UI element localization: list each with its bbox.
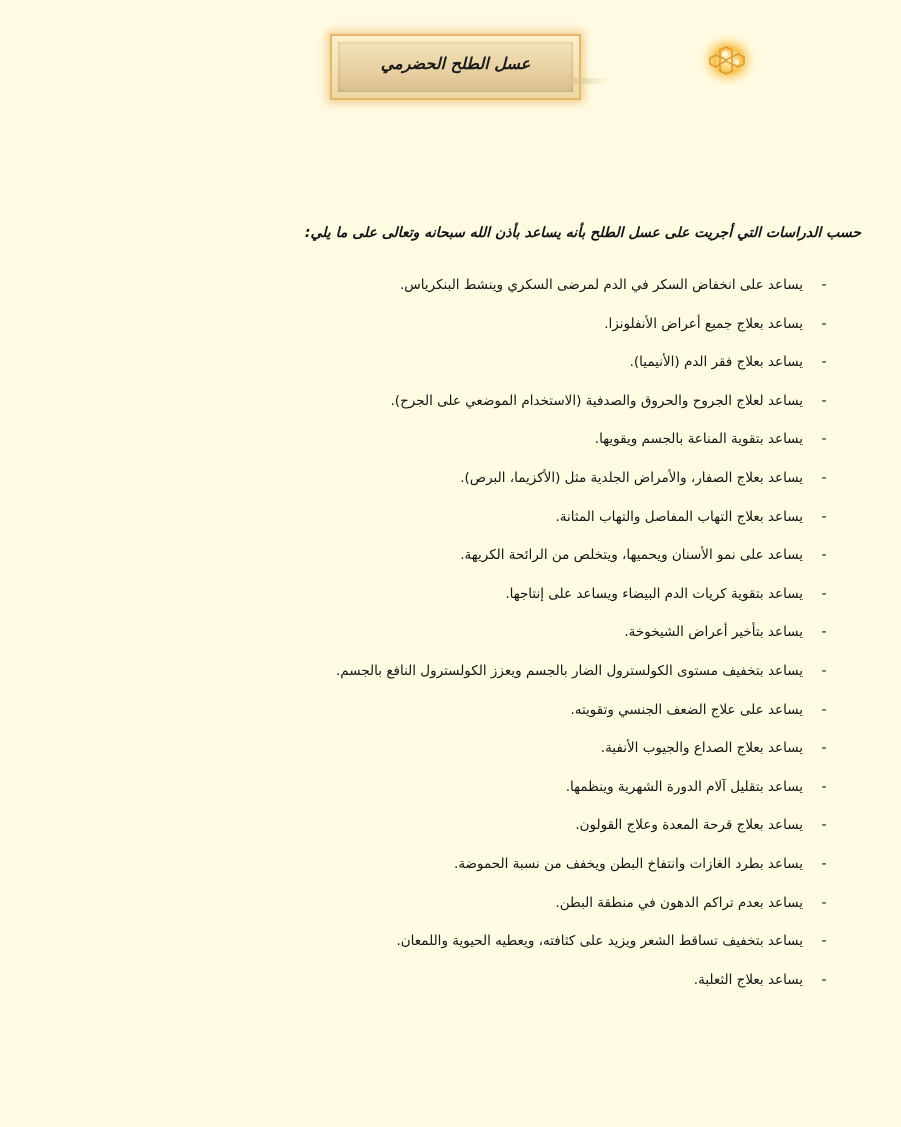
benefit-text: يساعد بعلاج الصفار، والأمراض الجلدية مثل (الأكزيما، البرص). bbox=[460, 469, 803, 486]
benefit-item bbox=[53, 502, 843, 541]
benefit-item bbox=[53, 270, 843, 309]
benefit-text: يساعد بعدم تراكم الدهون في منطقة البطن. bbox=[555, 894, 803, 911]
benefit-item bbox=[53, 888, 843, 927]
bullet-dash: - bbox=[821, 740, 827, 757]
bullet-dash: - bbox=[821, 933, 827, 950]
benefit-item bbox=[53, 695, 843, 734]
benefit-item bbox=[53, 849, 843, 888]
benefit-text: يساعد بتقليل آلام الدورة الشهرية وينظمها. bbox=[565, 778, 803, 795]
bullet-dash: - bbox=[821, 354, 827, 371]
benefit-text: يساعد بعلاج الثعلبة. bbox=[693, 971, 803, 988]
benefit-text: يساعد لعلاج الجروح والحروق والصدفية (الاستخدام الموضعي على الجرح). bbox=[390, 392, 803, 409]
benefit-item bbox=[53, 347, 843, 386]
title-shadow-tail bbox=[570, 78, 610, 84]
intro-text: حسب الدراسات التي أجريت على عسل الطلح بأنه يساعد بأذن الله سبحانه وتعالى على ما يلي: bbox=[304, 225, 861, 241]
bullet-dash: - bbox=[821, 855, 827, 872]
benefit-text: يساعد على انخفاض السكر في الدم لمرضى السكري وينشط البنكرياس. bbox=[400, 277, 803, 293]
benefit-item bbox=[53, 810, 843, 849]
benefit-item bbox=[53, 926, 843, 965]
bullet-dash: - bbox=[821, 277, 827, 293]
benefit-item bbox=[53, 463, 843, 502]
benefit-text: يساعد بعلاج الصداع والجيوب الأنفية. bbox=[600, 740, 803, 757]
title-frame bbox=[330, 34, 581, 100]
bullet-dash: - bbox=[821, 778, 827, 795]
benefit-item bbox=[53, 579, 843, 618]
benefit-item bbox=[53, 424, 843, 463]
benefit-text: يساعد بتقوية المناعة بالجسم ويقويها. bbox=[594, 431, 803, 448]
benefit-text: يساعد بعلاج فقر الدم (الأنيميا). bbox=[629, 354, 803, 371]
benefit-text: يساعد بطرد الغازات وانتفاخ البطن ويخفف من نسبة الحموضة. bbox=[454, 855, 803, 872]
bullet-dash: - bbox=[821, 392, 827, 409]
bullet-dash: - bbox=[821, 469, 827, 486]
bullet-dash: - bbox=[821, 817, 827, 834]
title-panel bbox=[338, 42, 573, 92]
benefit-text: يساعد بعلاج قرحة المعدة وعلاج القولون. bbox=[575, 817, 803, 834]
bullet-dash: - bbox=[821, 662, 827, 679]
bullet-dash: - bbox=[821, 508, 827, 525]
benefit-item bbox=[53, 965, 843, 1004]
benefit-text: يساعد بتأخير أعراض الشيخوخة. bbox=[624, 624, 803, 641]
bullet-dash: - bbox=[821, 701, 827, 718]
benefit-text: يساعد على علاج الضعف الجنسي وتقويته. bbox=[570, 701, 803, 718]
page-title: عسل الطلح الحضرمي bbox=[380, 53, 531, 73]
bullet-dash: - bbox=[821, 971, 827, 988]
benefit-text: يساعد بعلاج جميع أعراض الأنفلونزا. bbox=[604, 315, 803, 332]
benefit-text: يساعد بعلاج التهاب المفاصل والتهاب المثانة. bbox=[555, 508, 803, 525]
honey-comb-icon bbox=[698, 30, 758, 90]
bullet-dash: - bbox=[821, 431, 827, 448]
benefit-item bbox=[53, 386, 843, 425]
benefit-text: يساعد بتخفيف تساقط الشعر ويزيد على كثافته، ويعطيه الحيوية واللمعان. bbox=[396, 933, 803, 950]
bullet-dash: - bbox=[821, 315, 827, 332]
benefit-item bbox=[53, 540, 843, 579]
benefit-item bbox=[53, 656, 843, 695]
bullet-dash: - bbox=[821, 547, 827, 564]
benefit-text: يساعد على نمو الأسنان ويحميها، ويتخلص من الرائحة الكريهة. bbox=[460, 547, 803, 564]
benefit-item bbox=[53, 733, 843, 772]
benefits-list bbox=[53, 270, 843, 1003]
benefit-text: يساعد بتخفيف مستوى الكولسترول الضار بالجسم ويعزز الكولسترول النافع بالجسم. bbox=[336, 662, 803, 679]
benefit-item bbox=[53, 772, 843, 811]
bullet-dash: - bbox=[821, 894, 827, 911]
bullet-dash: - bbox=[821, 624, 827, 641]
benefit-text: يساعد بتقوية كريات الدم البيضاء ويساعد على إنتاجها. bbox=[505, 585, 803, 602]
benefit-item bbox=[53, 309, 843, 348]
bullet-dash: - bbox=[821, 585, 827, 602]
benefit-item bbox=[53, 617, 843, 656]
